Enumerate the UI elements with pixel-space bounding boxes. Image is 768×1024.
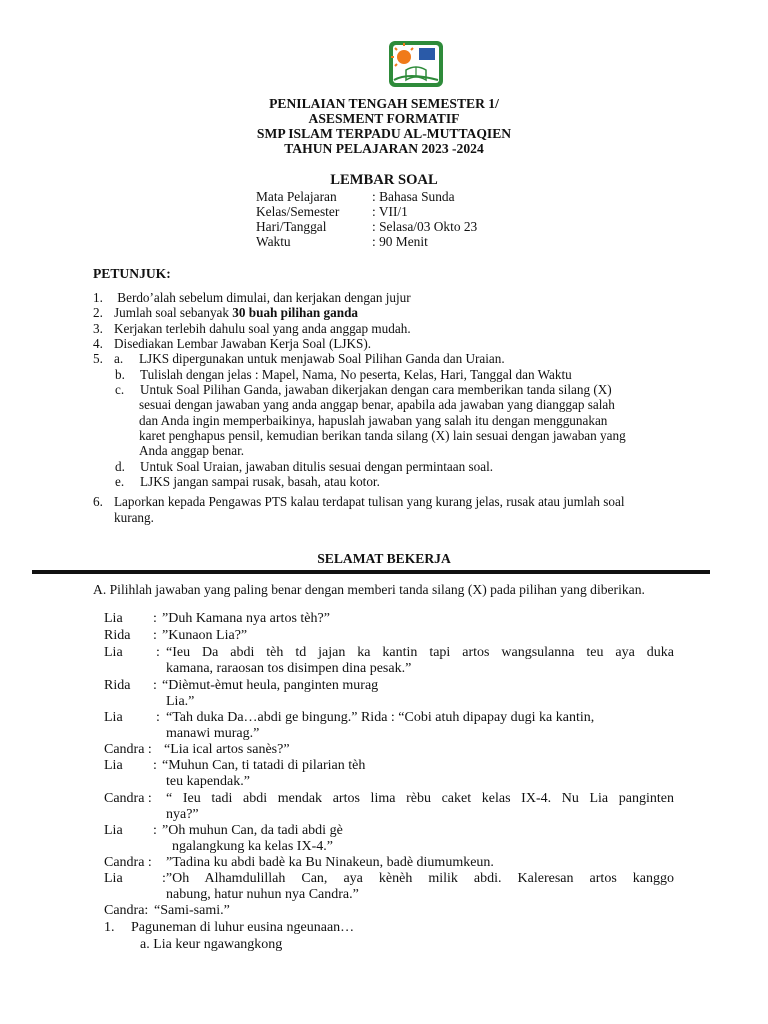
- dialog-line: “Sami-sami.”: [154, 903, 230, 918]
- dialog-speaker: Candra :: [104, 742, 152, 757]
- dialog-colon: :: [153, 823, 157, 838]
- dialog-line: “Lia ical artos sanès?”: [164, 742, 290, 757]
- dialog-colon: :: [156, 645, 160, 660]
- dialog-line-cont: ngalangkung ka kelas IX-4.”: [172, 839, 333, 854]
- dialog-line: ”Kunaon Lia?”: [162, 628, 248, 643]
- dialog-speaker: Candra :: [104, 791, 152, 806]
- instruction-sub-c-line5: Anda anggap benar.: [139, 443, 245, 458]
- dialog-line-cont: teu kapendak.”: [166, 774, 250, 789]
- instruction-item-1: 1. Berdo’alah sebelum dimulai, dan kerjakan dengan jujur: [93, 290, 411, 305]
- info-label: Waktu: [256, 234, 291, 249]
- info-label: Hari/Tanggal: [256, 219, 327, 234]
- exam-title-line2: ASESMENT FORMATIF: [308, 111, 460, 126]
- dialog-colon: :: [153, 628, 157, 643]
- dialog-line-cont: Lia.”: [166, 694, 195, 709]
- instruction-sub-d: d. Untuk Soal Uraian, jawaban ditulis sesuai dengan permintaan soal.: [115, 459, 494, 474]
- info-label: Mata Pelajaran: [256, 189, 337, 204]
- dialog-colon: :: [156, 710, 160, 725]
- dialog-colon: :: [153, 678, 157, 693]
- question-text: Paguneman di luhur eusina ngeunaan…: [131, 920, 355, 935]
- instruction-sub-c-line3: dan Anda ingin memperbaikinya, hapuslah jawaban yang salah itu dengan menggunakan: [139, 413, 608, 428]
- info-value: : 90 Menit: [372, 234, 428, 249]
- instruction-sub-c: c. Untuk Soal Pilihan Ganda, jawaban dikerjakan dengan cara memberikan tanda silang (X): [115, 382, 612, 397]
- dialog-line-cont: manawi murag.”: [166, 726, 260, 741]
- question-number: 1.: [104, 920, 115, 935]
- answer-option-a: a. Lia keur ngawangkong: [140, 937, 283, 952]
- instructions-title: PETUNJUK:: [93, 266, 171, 281]
- sheet-title: LEMBAR SOAL: [330, 172, 438, 188]
- dialog-line-cont: kamana, raraosan tos disimpen dina pesak.”: [166, 661, 412, 676]
- dialog-line: “Dièmut-èmut heula, panginten murag: [162, 678, 379, 693]
- dialog-speaker: Candra :: [104, 855, 152, 870]
- school-logo: [388, 40, 444, 88]
- dialog-speaker: Lia: [104, 645, 123, 660]
- info-value: : Bahasa Sunda: [372, 189, 455, 204]
- instruction-item-6-line2: kurang.: [114, 510, 154, 525]
- dialog-line-cont: nabung, hatur nuhun nya Candra.”: [166, 887, 359, 902]
- dialog-line: ”Tadina ku abdi badè ka Bu Ninakeun, badè diumumkeun.: [166, 855, 494, 870]
- instruction-item-3: 3. Kerjakan terlebih dahulu soal yang anda anggap mudah.: [93, 321, 411, 336]
- instruction-sub-e: e. LJKS jangan sampai rusak, basah, atau kotor.: [115, 474, 380, 489]
- exam-title-line1: PENILAIAN TENGAH SEMESTER 1/: [269, 96, 499, 111]
- dialog-speaker: Lia: [104, 871, 123, 886]
- dialog-speaker: Lia: [104, 611, 123, 626]
- instruction-item-4: 4. Disediakan Lembar Jawaban Kerja Soal (LJKS).: [93, 336, 372, 351]
- info-value: : Selasa/03 Okto 23: [372, 219, 478, 234]
- dialog-line: “Ieu Da abdi tèh td jajan ka kantin tapi artos wangsulanna teu aya duka: [166, 645, 674, 660]
- instruction-item-6: 6. Laporkan kepada Pengawas PTS kalau terdapat tulisan yang kurang jelas, rusak atau jumlah soal: [93, 494, 625, 509]
- dialog-line: ”Oh muhun Can, da tadi abdi gè: [162, 823, 343, 838]
- academic-year: TAHUN PELAJARAN 2023 -2024: [284, 141, 484, 156]
- instruction-sub-c-line2: sesuai dengan jawaban yang anda anggap benar, apabila ada jawaban yang dianggap salah: [139, 397, 615, 412]
- instruction-item-5: 5. a. LJKS dipergunakan untuk menjawab Soal Pilihan Ganda dan Uraian.: [93, 351, 505, 366]
- dialog-colon: :: [153, 758, 157, 773]
- section-a-instruction: A. Pilihlah jawaban yang paling benar dengan memberi tanda silang (X) pada pilihan yang diberikan.: [93, 582, 645, 597]
- dialog-speaker: Rida: [104, 628, 131, 643]
- dialog-line-cont: nya?”: [166, 807, 199, 822]
- dialog-line: “Tah duka Da…abdi ge bingung.” Rida : “Cobi atuh dipapay dugi ka kantin,: [166, 710, 595, 725]
- dialog-speaker: Rida: [104, 678, 131, 693]
- divider: [32, 570, 710, 574]
- dialog-line: :”Oh Alhamdulillah Can, aya kènèh milik abdi. Kaleresan artos kanggo: [162, 871, 674, 886]
- instruction-sub-b: b. Tulislah dengan jelas : Mapel, Nama, No peserta, Kelas, Hari, Tanggal dan Waktu: [115, 367, 572, 382]
- dialog-speaker: Lia: [104, 758, 123, 773]
- school-name: SMP ISLAM TERPADU AL-MUTTAQIEN: [256, 126, 512, 141]
- instruction-item-2: 2. Jumlah soal sebanyak 30 buah pilihan ganda: [93, 305, 359, 320]
- dialog-line: ”Duh Kamana nya artos tèh?”: [162, 611, 330, 626]
- closing-text: SELAMAT BEKERJA: [317, 551, 451, 566]
- dialog-line: “ Ieu tadi abdi mendak artos lima rèbu caket kelas IX-4. Nu Lia panginten: [166, 791, 674, 806]
- dialog-speaker: Lia: [104, 823, 123, 838]
- dialog-colon: :: [153, 611, 157, 626]
- instruction-sub-c-line4: karet penghapus pensil, kemudian berikan tanda silang (X) lain sesuai dengan jawaban yang: [139, 428, 626, 443]
- dialog-line: “Muhun Can, ti tatadi di pilarian tèh: [162, 758, 366, 773]
- info-label: Kelas/Semester: [256, 204, 340, 219]
- dialog-speaker: Lia: [104, 710, 123, 725]
- dialog-speaker: Candra:: [104, 903, 149, 918]
- info-value: : VII/1: [372, 204, 408, 219]
